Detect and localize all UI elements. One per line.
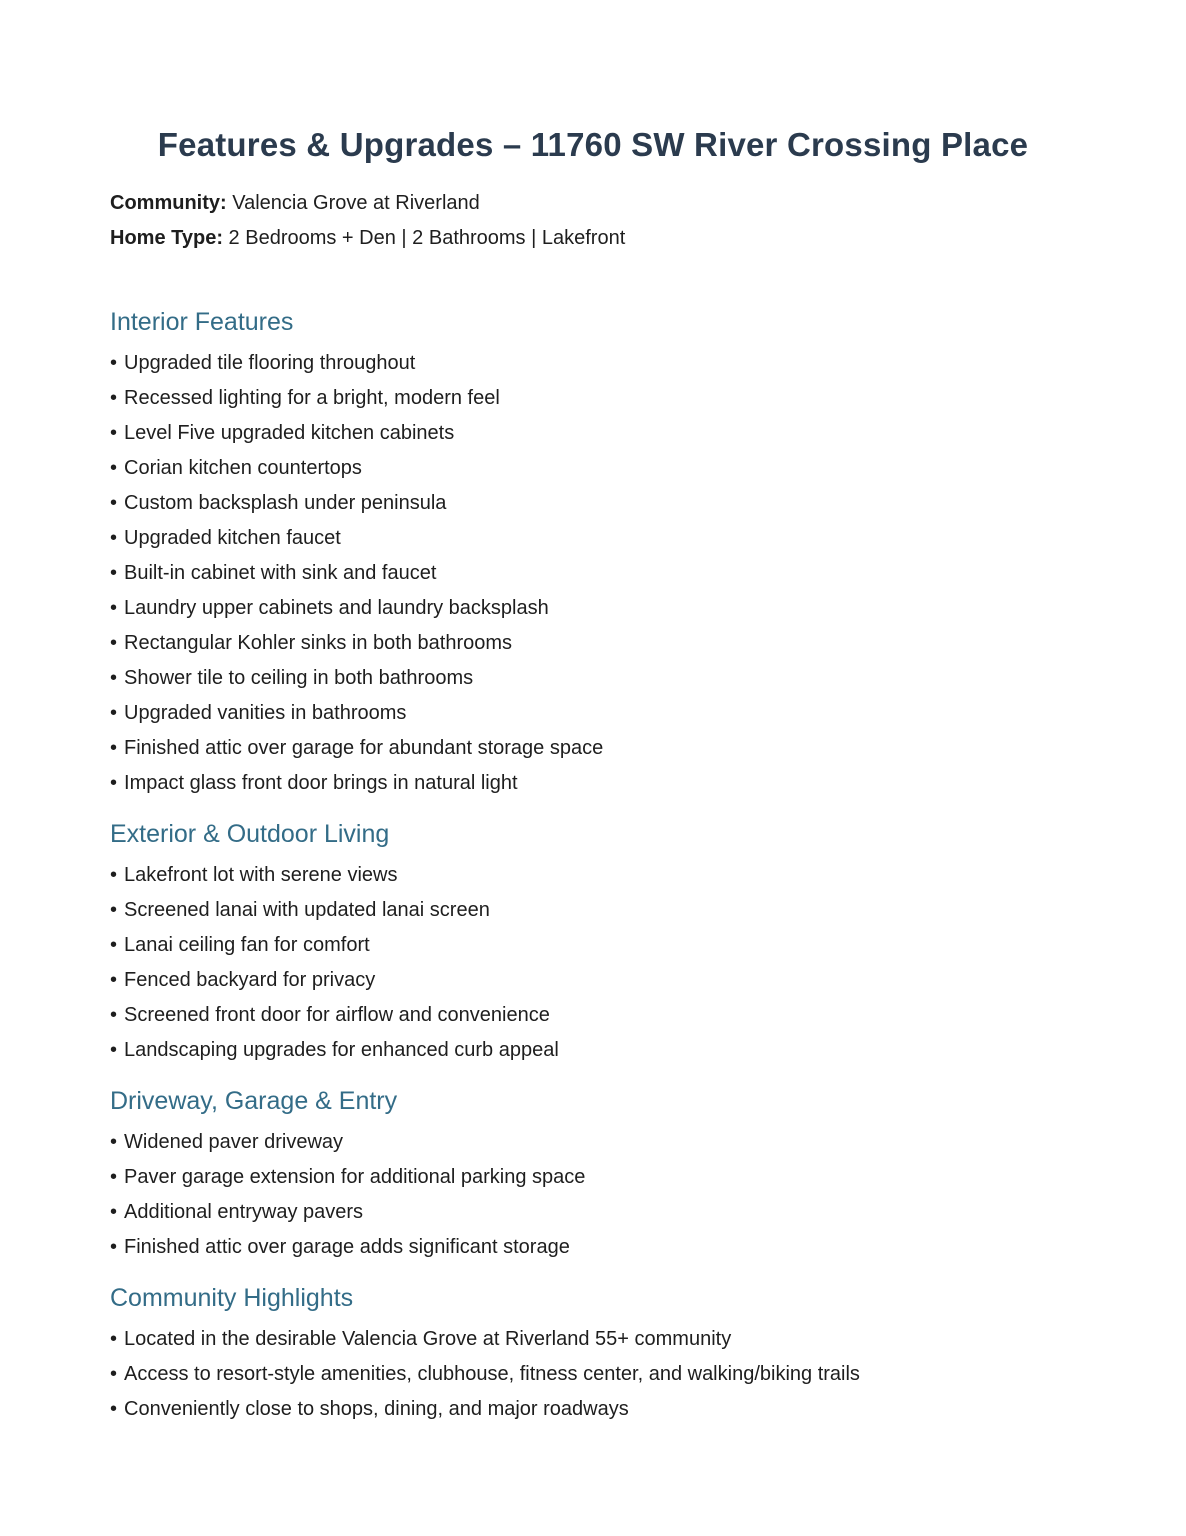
- bullet-item: • Access to resort-style amenities, clubhouse, fitness center, and walking/biking trails: [110, 1357, 1076, 1392]
- section-heading: Community Highlights: [110, 1284, 354, 1312]
- bullet-item: • Impact glass front door brings in natural light: [110, 766, 1076, 801]
- section-community-highlights: [110, 1281, 1076, 1427]
- bullet-item: • Finished attic over garage for abundant storage space: [110, 731, 1076, 766]
- document-title: Features & Upgrades – 11760 SW River Crossing Place: [157, 126, 1029, 163]
- meta-community: [110, 186, 1076, 221]
- bullet-item: • Screened lanai with updated lanai screen: [110, 893, 1076, 928]
- bullet-item: • Landscaping upgrades for enhanced curb appeal: [110, 1033, 1076, 1068]
- section-interior-features: [110, 305, 1076, 801]
- bullet-item: • Screened front door for airflow and convenience: [110, 998, 1076, 1033]
- bullet-item: • Additional entryway pavers: [110, 1195, 1076, 1230]
- bullet-item: • Level Five upgraded kitchen cabinets: [110, 416, 1076, 451]
- section-heading: Interior Features: [110, 308, 294, 336]
- bullet-item: • Upgraded tile flooring throughout: [110, 346, 1076, 381]
- bullet-item: • Lanai ceiling fan for comfort: [110, 928, 1076, 963]
- bullet-item: • Lakefront lot with serene views: [110, 858, 1076, 893]
- bullet-item: • Fenced backyard for privacy: [110, 963, 1076, 998]
- bullet-list: [110, 1322, 1076, 1427]
- bullet-item: • Paver garage extension for additional parking space: [110, 1160, 1076, 1195]
- meta-community-value: Valencia Grove at Riverland: [232, 192, 480, 214]
- section-driveway-garage-entry: [110, 1084, 1076, 1265]
- bullet-item: • Corian kitchen countertops: [110, 451, 1076, 486]
- bullet-item: • Upgraded kitchen faucet: [110, 521, 1076, 556]
- bullet-item: • Conveniently close to shops, dining, and major roadways: [110, 1392, 1076, 1427]
- section-exterior-outdoor-living: [110, 817, 1076, 1068]
- meta-community-label: Community:: [110, 192, 227, 214]
- bullet-list: [110, 346, 1076, 801]
- meta-home-type: [110, 221, 1076, 256]
- bullet-item: • Located in the desirable Valencia Grove at Riverland 55+ community: [110, 1322, 1076, 1357]
- bullet-item: • Upgraded vanities in bathrooms: [110, 696, 1076, 731]
- bullet-item: • Rectangular Kohler sinks in both bathrooms: [110, 626, 1076, 661]
- section-heading: Driveway, Garage & Entry: [110, 1087, 398, 1115]
- bullet-list: [110, 1125, 1076, 1265]
- bullet-item: • Laundry upper cabinets and laundry backsplash: [110, 591, 1076, 626]
- meta-home-type-label: Home Type:: [110, 227, 223, 249]
- bullet-item: • Custom backsplash under peninsula: [110, 486, 1076, 521]
- bullet-item: • Finished attic over garage adds significant storage: [110, 1230, 1076, 1265]
- section-heading: Exterior & Outdoor Living: [110, 820, 390, 848]
- bullet-item: • Built-in cabinet with sink and faucet: [110, 556, 1076, 591]
- bullet-list: [110, 858, 1076, 1068]
- meta-home-type-value: 2 Bedrooms + Den | 2 Bathrooms | Lakefront: [228, 227, 626, 249]
- bullet-item: • Recessed lighting for a bright, modern feel: [110, 381, 1076, 416]
- bullet-item: • Widened paver driveway: [110, 1125, 1076, 1160]
- bullet-item: • Shower tile to ceiling in both bathrooms: [110, 661, 1076, 696]
